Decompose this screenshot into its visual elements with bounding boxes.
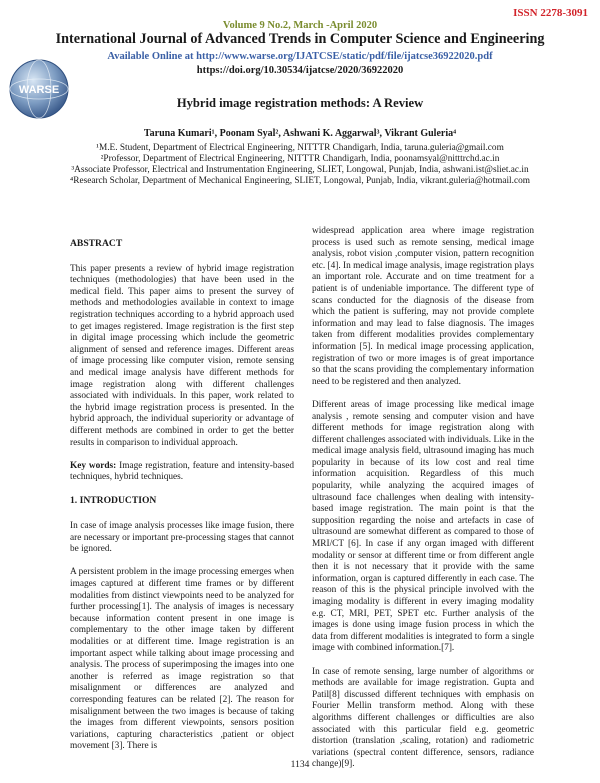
logo-text: WARSE xyxy=(18,84,60,96)
issn-label: ISSN 2278-3091 xyxy=(513,7,588,19)
volume-line: Volume 9 No.2, March -April 2020 xyxy=(222,20,378,31)
online-link[interactable]: Available Online at http://www.warse.org/IJATCSE/static/pdf/file/ijatcse36922020.pdf xyxy=(107,51,493,62)
abstract-text: This paper presents a review of hybrid image registration techniques (methodologies) that have been used in the medical field. This paper aims to present the survey of methods and methodologies available in context to image registration techniques according to a hybrid approach used to get images registered. Image registration is the first step in digital image processing which include the geometric alignment of sensed and reference images. Different areas of image processing like computer vision, remote sensing and medical image analysis have different methods for image registration along with different challenges associated with individuals. In this paper, work related to the hybrid image registration process is presented. In the hybrid approach, the individual superiority or advantage of different methods are combined in order to get the better results in comparison to individual approach. xyxy=(70,263,294,448)
keywords-text: Image registration, feature and intensity-based techniques, hybrid techniques. xyxy=(70,460,294,483)
intro-paragraph-1: In case of image analysis processes like image fusion, there are necessary or important pre-processing stages that cannot be ignored. xyxy=(70,521,294,555)
journal-title: International Journal of Advanced Trends in Computer Science and Engineering xyxy=(55,31,545,47)
affiliation-3: ³Associate Professor, Electrical and Instrumentation Engineering, SLIET, Longowal, Punjab, India, ashwani.ist@sliet.ac.in xyxy=(71,165,529,175)
affiliation-4: ⁴Research Scholar, Department of Mechanical Engineering, SLIET, Longowal, Punjab, India, vikrant.guleria@hotmail.com xyxy=(70,176,530,186)
page-number: 1134 xyxy=(290,760,310,770)
keywords xyxy=(70,461,294,484)
right-column xyxy=(312,226,534,783)
intro-paragraph-2: A persistent problem in the image processing emerges when images captured at different time frames or by different modalities from distinct viewpoints need to be analyzed for further processing[1]. The analysis of images is necessary because information content present in one image is complementary to the other image taken by different modalities or at different time. Image registration is an important aspect while talking about image processing and analysis. The process of superimposing the images into one another is referred as image registration so that misalignment or differences are analyzed and corresponding features can be related [2]. The reason for misalignment between the two images is because of taking the images from different viewpoints, sensors position variations, capturing characteristics ,patient or object movement [3]. There is xyxy=(70,567,294,752)
right-paragraph-2: Different areas of image processing like medical image analysis , remote sensing and computer vision and have different methods for image registration along with different challenges associated with individuals. Like in the medical image analysis field, ultrasound imaging has much popularity in because of its low cost and real time information acquisition. Regardless of this much popularity, while analyzing the acquired images of ultrasound face challenges when dealing with intensity-based image registration. The main point is that the supposition regarding the noise and artefacts in case of ultrasound are somewhat different as compared to those of MRI/CT [6]. In case if any organ imaged with different modality or sensor at different time or from different angle then it is not necessary that it provide with the same information, organ is captured differently in each case. The reason of this is the physical principle involved with the imaging modality is different in every imaging modality e.g. CT, MRI, PET, SPET etc. Further analysis of the images is done using image fusion process in which the data from different modalities is integrated to form a single image with combined information.[7]. xyxy=(312,399,534,654)
affiliation-1: ¹M.E. Student, Department of Electrical Engineering, NITTTR Chandigarh, India, taruna.guleria@gmail.com xyxy=(96,143,504,153)
intro-heading: 1. INTRODUCTION xyxy=(70,495,157,507)
right-paragraph-3: In case of remote sensing, large number of algorithms or methods are available for image registration. Gupta and Patil[8] discussed different techniques with emphasis on Fourier Mellin transform method. Along with these algorithms different challenges or difficulties are also associated with this particular field e.g. geometric distortion (translation ,scaling, rotation) and radiometric variations (spectral content difference, sensors, radiance change)[9]. xyxy=(312,666,534,770)
left-column xyxy=(70,238,294,765)
right-paragraph-1: widespread application area where image registration process is used such as remote sensing, medical image analysis, robot vision ,computer vision, pattern recognition etc. [4]. In medical image analysis, image registration plays an important role. Accurate and on time treatment for a patient is of undeniable importance. The different type of scans conducted for the diagnosis of the disease from which the patient is suffering, may not provide complete information and may lead to false diagnosis. The images taken from different modalities provides complementary information [5]. In medical image processing application, registration of two or more images is of great importance so that the scans providing the complementary information need to be registered and then analyzed. xyxy=(312,226,534,387)
affiliation-2: ²Professor, Department of Electrical Engineering, NITTTR Chandigarh, India, poonamsyal@nitttrchd.ac.in xyxy=(100,154,500,164)
keywords-label: Key words: xyxy=(70,460,117,471)
paper-title: Hybrid image registration methods: A Review xyxy=(176,96,424,110)
doi-link[interactable]: https://doi.org/10.30534/ijatcse/2020/36922020 xyxy=(196,65,404,76)
author-list: Taruna Kumari¹, Poonam Syal², Ashwani K. Aggarwal³, Vikrant Guleria⁴ xyxy=(143,128,457,139)
abstract-heading: ABSTRACT xyxy=(70,238,123,249)
